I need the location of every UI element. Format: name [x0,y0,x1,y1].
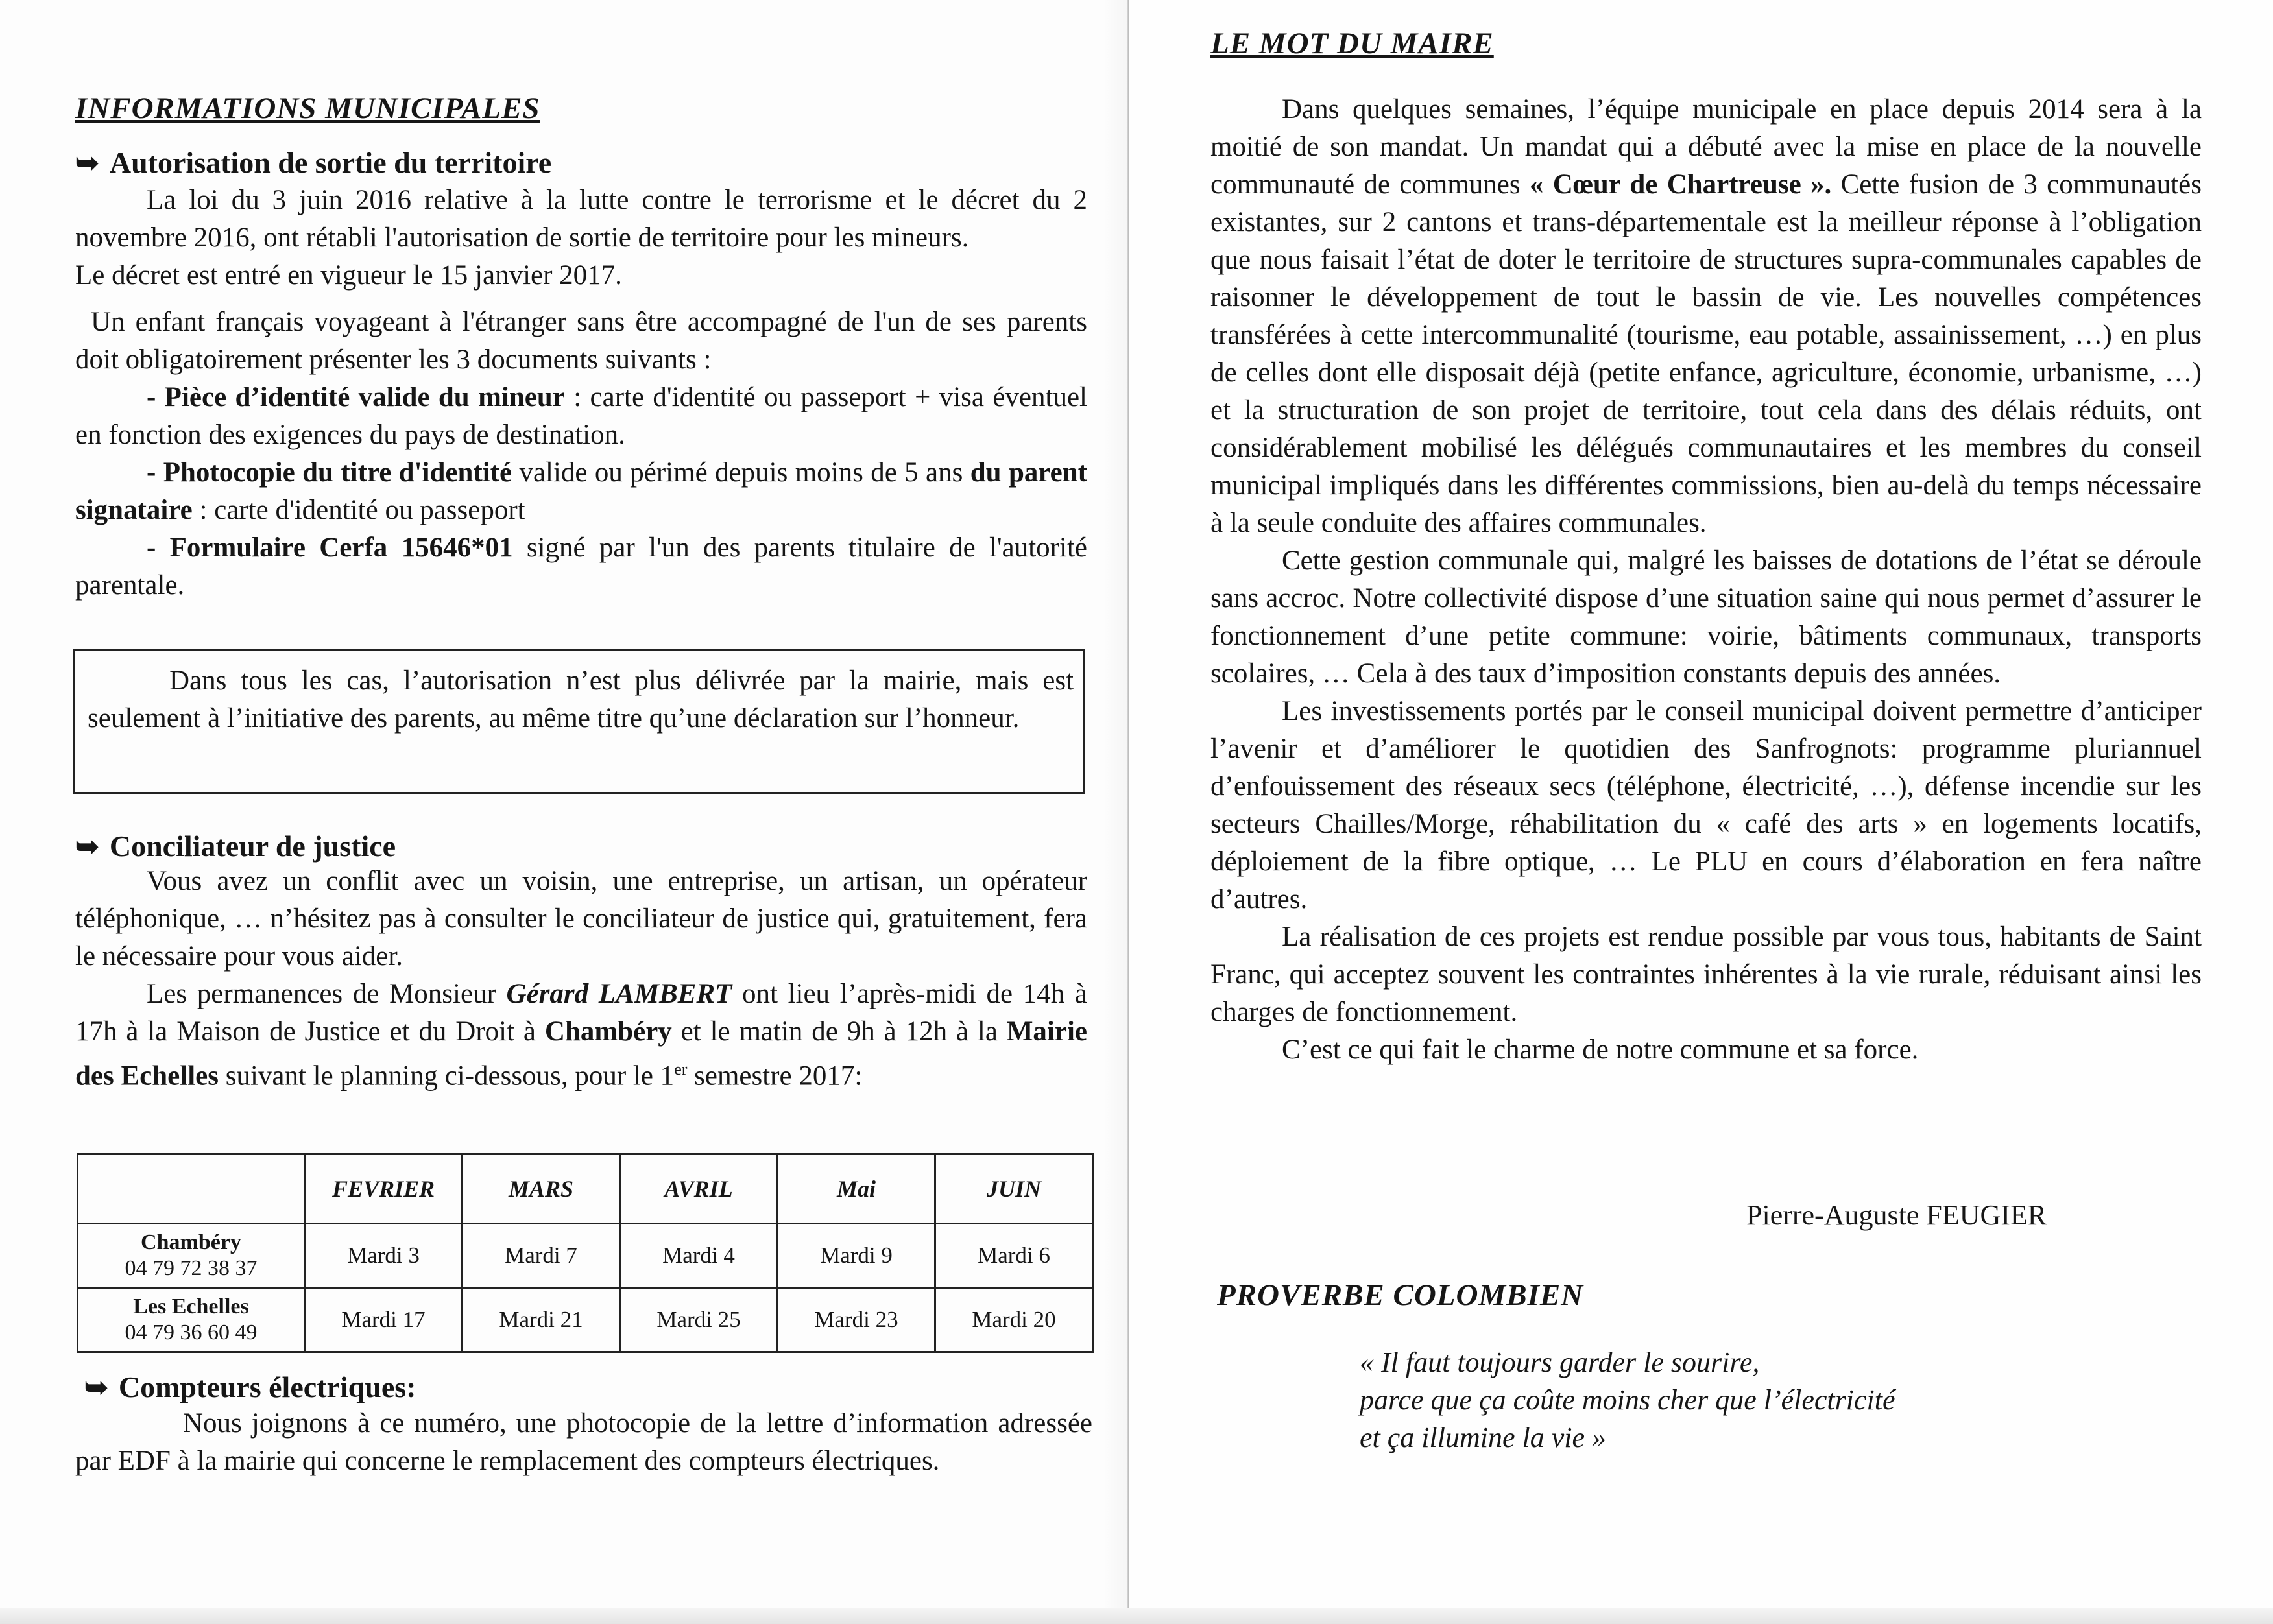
table-header-empty [78,1154,305,1224]
arrow-icon: ➥ [75,831,99,863]
right-page [1129,0,2273,1624]
maire-paragraph-5: C’est ce qui fait le charme de notre commune et sa force. [1282,1034,1919,1065]
conciliateur-paragraph-2 [75,975,1087,1095]
mot-du-maire-body [1210,91,2202,1069]
heading-compteurs-text: Compteurs électriques: [118,1370,416,1403]
table-header-row [78,1154,1093,1224]
table-cell: Mardi 23 [778,1288,935,1352]
left-page [0,0,1129,1624]
notice-box [73,649,1085,794]
proverb-line-3: et ça illumine la vie » [1360,1422,1606,1453]
maire-paragraph-2: Cette gestion communale qui, malgré les baisses de dotations de l’état se déroule sans accroc. Notre collectivité dispose d’une situation saine qui nous permet d’assurer le fonctionnement d’une petite commune: voirie, bâtiments communaux, transports scolaires, … Cela à des taux d’imposition constants depuis des années. [1210,545,2202,689]
arrow-icon: ➥ [84,1372,108,1403]
table-header-avril: AVRIL [620,1154,778,1224]
table-phone: 04 79 72 38 37 [125,1256,258,1280]
proverb-line-1: « Il faut toujours garder le sourire, [1360,1346,1760,1378]
maire-paragraph-1-b: Cette fusion de 3 communautés existantes, sur 2 cantons et trans-départementale est la meilleur réponse à l’obligation que nous faisait l’état de doter le territoire de structures supra-communales capables de raisonner le développement de tout le bassin de vie. Les nouvelles compétences transférées à cette intercommunalité (tourisme, eau potable, assainissement, …) en plus de celles dont elle disposait déjà (petite enfance, agriculture, économie, urbanisme, …) et la structuration de son projet de territoire, tout cela dans des délais réduits, ont considérablement mobilisé les délégués communautaires et les membres du conseil municipal impliqués dans les différentes commissions, bien au-delà du temps nécessaire à la seule conduite des affaires communales. [1210,169,2202,538]
notice-text: Dans tous les cas, l’autorisation n’est plus délivrée par la mairie, mais est seulement à l’initiative des parents, au même titre qu’une déclaration sur l’honneur. [88,665,1074,734]
conciliateur-superscript: er [674,1060,688,1079]
document-item-1-text: : carte d'identité ou passeport + visa éventuel en fonction des exigences du pays de destination. [75,382,1087,450]
table-header-juin: JUIN [935,1154,1093,1224]
conciliateur-city-1: Chambéry [544,1016,672,1047]
document-item-3 [75,529,1087,604]
table-cell: Mardi 3 [305,1224,463,1288]
table-row [78,1224,1093,1288]
maire-paragraph-3: Les investissements portés par le conseil municipal doivent permettre d’anticiper l’avenir et d’améliorer le quotidien des Sanfrognots: programme pluriannuel d’enfouissement des réseaux secs (téléphone, électricité, …), défense incendie sur les secteurs Chailles/Morge, réhabilitation du « café des arts » en logements locatifs, déploiement de la fibre optique, … Le PLU en cours d’élaboration en fera naître d’autres. [1210,696,2202,914]
section-title-informations-municipales: INFORMATIONS MUNICIPALES [75,91,540,125]
conciliateur-text-b: ont lieu l’après-midi de 14h à 17h à la Maison de Justice et du Droit à [75,979,1087,1047]
heading-conciliateur [75,829,396,863]
section-title-mot-du-maire: LE MOT DU MAIRE [1210,27,1494,60]
document-item-2-text: valide ou périmé depuis moins de 5 ans [512,457,970,488]
document-item-2-label: - Photocopie du titre d'identité [147,457,512,488]
table-row-label [78,1224,305,1288]
table-cell: Mardi 6 [935,1224,1093,1288]
conciliateur-name: Gérard LAMBERT [506,979,732,1009]
document-item-2-text-2: : carte d'identité ou passeport [192,495,525,525]
compteurs-paragraph: Nous joignons à ce numéro, une photocopie de la lettre d’information adressée par EDF à la mairie qui concerne le remplacement des compteurs électriques. [75,1408,1092,1476]
heading-conciliateur-text: Conciliateur de justice [109,830,396,863]
table-cell: Mardi 4 [620,1224,778,1288]
table-header-fevrier: FEVRIER [305,1154,463,1224]
planning-table [77,1153,1094,1353]
table-row-label [78,1288,305,1352]
conciliateur-city-2: Mairie des Echelles [75,1016,1087,1092]
document-item-3-label: - Formulaire Cerfa 15646*01 [147,532,513,563]
heading-autorisation-text: Autorisation de sortie du territoire [109,146,552,179]
page-fold-shadow [1103,0,1127,1624]
autorisation-paragraph-3: Un enfant français voyageant à l'étranger sans être accompagné de l'un de ses parents doit obligatoirement présenter les 3 documents suivants : [75,307,1087,375]
signature: Pierre-Auguste FEUGIER [1746,1199,2047,1231]
table-row [78,1288,1093,1352]
maire-paragraph-1 [1210,91,2202,542]
table-cell: Mardi 9 [778,1224,935,1288]
maire-paragraph-1-bold: « Cœur de Chartreuse ». [1529,169,1832,200]
document-item-1-label: - Pièce d’identité valide du mineur [147,382,565,412]
maire-paragraph-1-a: Dans quelques semaines, l’équipe municipale en place depuis 2014 sera à la moitié de son mandat. Un mandat qui a débuté avec la mise en place de la nouvelle communauté de communes [1210,94,2202,200]
conciliateur-body [75,863,1087,1095]
autorisation-paragraph-1: La loi du 3 juin 2016 relative à la lutte contre le terrorisme et le décret du 2 novembre 2016, ont rétabli l'autorisation de sortie de territoire pour les mineurs. [75,185,1087,253]
document-item-2-label-2: du parent signataire [75,457,1088,525]
conciliateur-text-d: suivant le planning ci-dessous, pour le 1 [218,1060,675,1092]
proverb-quote [1360,1344,1895,1457]
conciliateur-text-a: Les permanences de Monsieur [147,979,507,1009]
table-cell: Mardi 25 [620,1288,778,1352]
conciliateur-text-e: semestre 2017: [687,1060,863,1092]
table-cell: Mardi 20 [935,1288,1093,1352]
table-city: Les Echelles [133,1295,249,1319]
maire-paragraph-4: La réalisation de ces projets est rendue possible par vous tous, habitants de Saint Franc, qui acceptez souvent les contraintes inhérentes à la vie rurale, réduisant ainsi les charges de fonctionnement. [1210,922,2202,1027]
table-phone: 04 79 36 60 49 [125,1320,258,1344]
page-bottom-edge [0,1608,2273,1624]
document-item-1 [75,379,1087,454]
proverb-line-2: parce que ça coûte moins cher que l’électricité [1360,1384,1895,1416]
table-cell: Mardi 21 [463,1288,620,1352]
heading-autorisation [75,145,551,180]
table-cell: Mardi 7 [463,1224,620,1288]
table-cell: Mardi 17 [305,1288,463,1352]
section-title-proverbe: PROVERBE COLOMBIEN [1217,1278,1584,1312]
table-header-mars: MARS [463,1154,620,1224]
heading-compteurs [84,1370,416,1404]
conciliateur-paragraph-1: Vous avez un conflit avec un voisin, une entreprise, un artisan, un opérateur téléphonique, … n’hésitez pas à consulter le conciliateur de justice qui, gratuitement, fera le nécessaire pour vous aider. [75,866,1087,972]
autorisation-body [75,182,1087,604]
document-item-3-text: signé par l'un des parents titulaire de l'autorité parentale. [75,532,1087,601]
table-header-mai: Mai [778,1154,935,1224]
document-item-2 [75,454,1087,529]
conciliateur-text-c: et le matin de 9h à 12h à la [671,1016,1007,1047]
compteurs-body [75,1405,1092,1480]
autorisation-paragraph-2: Le décret est entré en vigueur le 15 janvier 2017. [75,260,622,291]
table-city: Chambéry [141,1230,241,1254]
arrow-icon: ➥ [75,147,99,179]
